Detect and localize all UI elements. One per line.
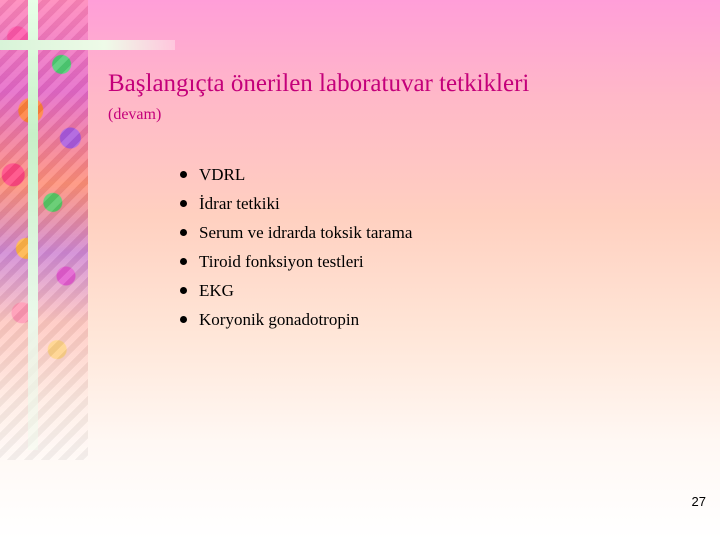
bullet-dot-icon [180, 316, 187, 323]
bullet-item [178, 276, 412, 305]
bullet-dot-icon [180, 258, 187, 265]
bullet-text: Koryonik gonadotropin [199, 310, 360, 329]
bullet-dot-icon [180, 200, 187, 207]
bullet-item [178, 305, 412, 334]
bullet-text: Serum ve idrarda toksik tarama [199, 223, 413, 242]
horizontal-accent-line [0, 40, 175, 50]
bullet-dot-icon [180, 287, 187, 294]
collage-texture [0, 0, 88, 460]
bullet-text: EKG [199, 281, 234, 300]
bullet-text: VDRL [199, 165, 246, 184]
page-number: 27 [691, 494, 706, 509]
vertical-accent-line [28, 0, 38, 450]
slide-title: Başlangıçta önerilen laboratuvar tetkikleri [108, 70, 530, 97]
bullet-dot-icon [180, 171, 187, 178]
bullet-item [178, 247, 412, 276]
bullet-dot-icon [180, 229, 187, 236]
bullet-text: Tiroid fonksiyon testleri [199, 252, 364, 271]
slide-subtitle: (devam) [108, 106, 162, 123]
bullet-item [178, 160, 412, 189]
bullet-text: İdrar tetkiki [199, 194, 280, 213]
bullet-item [178, 189, 412, 218]
bullet-item [178, 218, 412, 247]
bullet-list [178, 160, 412, 334]
